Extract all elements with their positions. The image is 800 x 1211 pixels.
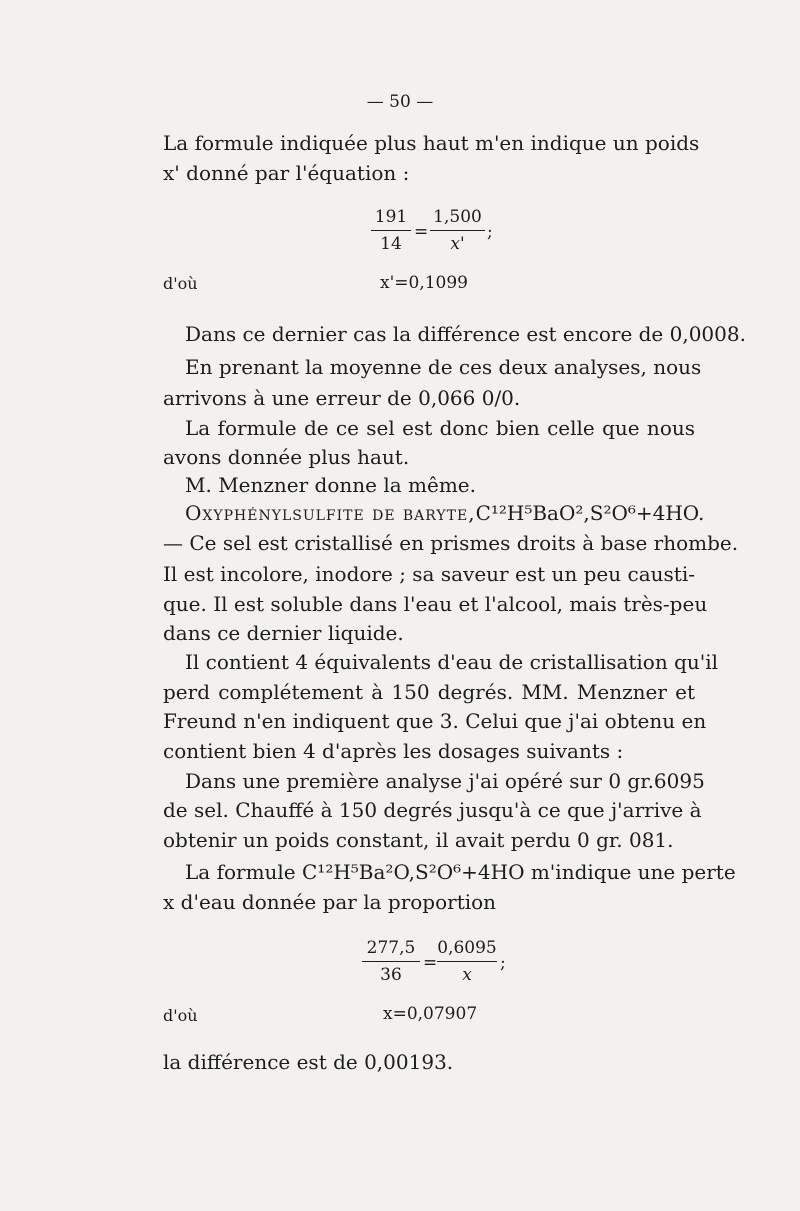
equation-result: x'=0,1099 <box>380 273 468 293</box>
text-line: En prenant la moyenne de ces deux analyses, nous <box>185 355 702 379</box>
dou-label: d'où <box>163 1006 198 1025</box>
dou-label: d'où <box>163 274 198 293</box>
text-line: Freund n'en indiquent que 3. Celui que j'ai obtenu en <box>163 709 707 733</box>
text-line: perd complétement à 150 degrés. MM. Menzner et <box>163 680 695 704</box>
text-line: arrivons à une erreur de 0,066 0/0. <box>163 386 521 410</box>
numerator: 0,6095 <box>437 938 497 958</box>
compound-heading: Oxyphénylsulfite de baryte, <box>185 501 476 525</box>
text-line: — Ce sel est cristallisé en prismes droits à base rhombe. <box>163 531 739 555</box>
fraction-bar <box>430 230 485 231</box>
text-line: La formule indiquée plus haut m'en indique un poids <box>163 131 700 155</box>
text-line: obtenir un poids constant, il avait perdu 0 gr. 081. <box>163 828 674 852</box>
text-line: M. Menzner donne la même. <box>185 473 476 497</box>
fraction-left <box>371 207 411 254</box>
numerator: 1,500 <box>433 207 482 227</box>
text-line: x d'eau donnée par la proportion <box>163 890 497 914</box>
numerator: 191 <box>374 207 408 227</box>
text-line: contient bien 4 d'après les dosages suivants : <box>163 739 624 763</box>
text-line: La formule de ce sel est donc bien celle que nous <box>185 416 695 440</box>
text-line: avons donnée plus haut. <box>163 445 410 469</box>
fraction-bar <box>371 230 411 231</box>
text-line: Dans ce dernier cas la différence est encore de 0,0008. <box>185 322 746 346</box>
text-line: x' donné par l'équation : <box>163 161 410 185</box>
text-line: dans ce dernier liquide. <box>163 621 404 645</box>
equation-result: x=0,07907 <box>383 1004 478 1024</box>
text-line: Il est incolore, inodore ; sa saveur est un peu causti- <box>163 562 695 586</box>
numerator: 277,5 <box>366 938 416 958</box>
denominator: x <box>462 965 472 985</box>
denominator: 14 <box>380 234 402 254</box>
text-line: que. Il est soluble dans l'eau et l'alcool, mais très-peu <box>163 592 708 616</box>
fraction-right <box>437 938 497 985</box>
equals-sign: = <box>423 953 438 973</box>
text-line: La formule C¹²H⁵Ba²O,S²O⁶+4HO m'indique une perte <box>185 860 736 884</box>
section-heading-line <box>163 499 705 527</box>
fraction-bar <box>437 961 497 962</box>
text-line: de sel. Chauffé à 150 degrés jusqu'à ce que j'arrive à <box>163 798 702 822</box>
page-number: — 50 — <box>366 92 434 112</box>
equals-sign: = <box>414 222 429 242</box>
chemical-formula: C¹²H⁵BaO²,S²O⁶+4HO. <box>475 501 705 525</box>
denominator: x' <box>450 234 465 254</box>
semicolon: ; <box>500 953 506 973</box>
denominator: 36 <box>380 965 402 985</box>
text-line: Dans une première analyse j'ai opéré sur 0 gr.6095 <box>185 769 705 793</box>
text-line: Il contient 4 équivalents d'eau de cristallisation qu'il <box>185 650 719 674</box>
text-line: la différence est de 0,00193. <box>163 1050 454 1074</box>
semicolon: ; <box>487 222 493 242</box>
fraction-bar <box>362 961 420 962</box>
fraction-left <box>362 938 420 985</box>
fraction-right <box>430 207 485 254</box>
